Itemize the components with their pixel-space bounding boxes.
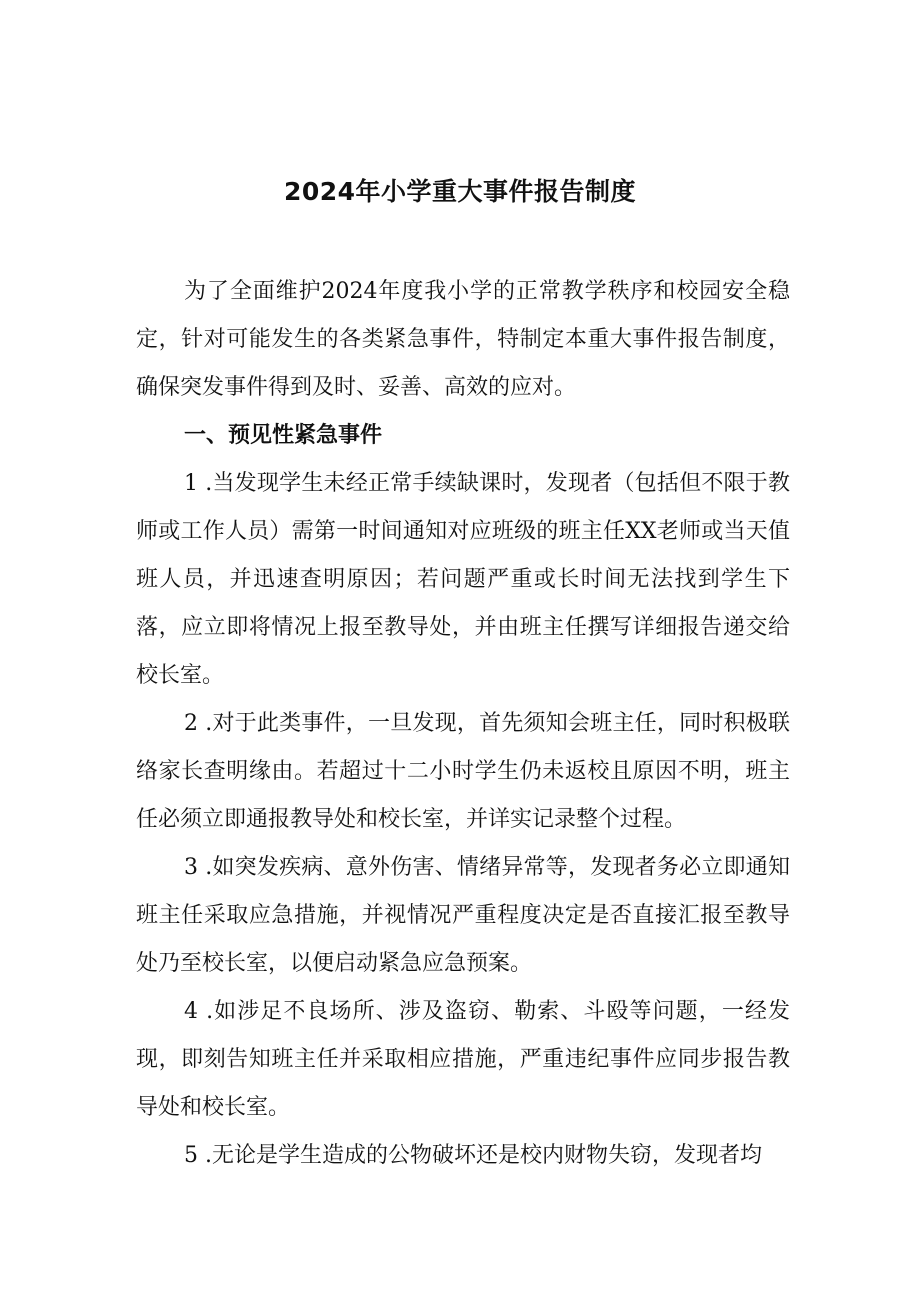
item-text: 如突发疾病、意外伤害、情绪异常等，发现者务必立即通知班主任采取应急措施，并视情况严重程度决定是否直接汇报至教导处乃至校长室，以便启动紧急应急预案。 <box>136 855 790 976</box>
list-item <box>136 1132 790 1180</box>
item-text: 无论是学生造成的公物破坏还是校内财物失窃，发现者均 <box>211 1143 762 1168</box>
item-number: 3 . <box>184 855 213 880</box>
list-item <box>136 700 790 844</box>
list-item <box>136 460 790 700</box>
list-item <box>136 844 790 988</box>
item-number: 5 . <box>184 1143 212 1168</box>
list-item <box>136 988 790 1132</box>
item-number: 2 . <box>184 711 213 736</box>
item-number: 4 . <box>184 999 214 1024</box>
intro-paragraph: 为了全面维护2024年度我小学的正常教学秩序和校园安全稳定，针对可能发生的各类紧急事件，特制定本重大事件报告制度，确保突发事件得到及时、妥善、高效的应对。 <box>136 279 790 400</box>
document-title: 2024年小学重大事件报告制度 <box>283 177 637 206</box>
item-text: 如涉足不良场所、涉及盗窃、勒索、斗殴等问题，一经发现，即刻告知班主任并采取相应措施，严重违纪事件应同步报告教导处和校长室。 <box>136 999 790 1120</box>
item-text: 对于此类事件，一旦发现，首先须知会班主任，同时积极联络家长查明缘由。若超过十二小时学生仍未返校且原因不明，班主任必须立即通报教导处和校长室，并详实记录整个过程。 <box>136 711 790 832</box>
document-body <box>136 268 790 1180</box>
item-number: 1 . <box>184 471 213 496</box>
item-text: 当发现学生未经正常手续缺课时，发现者（包括但不限于教师或工作人员）需第一时间通知对应班级的班主任XX老师或当天值班人员，并迅速查明原因；若问题严重或长时间无法找到学生下落，应立即将情况上报至教导处，并由班主任撰写详细报告递交给校长室。 <box>136 471 790 688</box>
section-heading: 一、预见性紧急事件 <box>184 423 383 448</box>
